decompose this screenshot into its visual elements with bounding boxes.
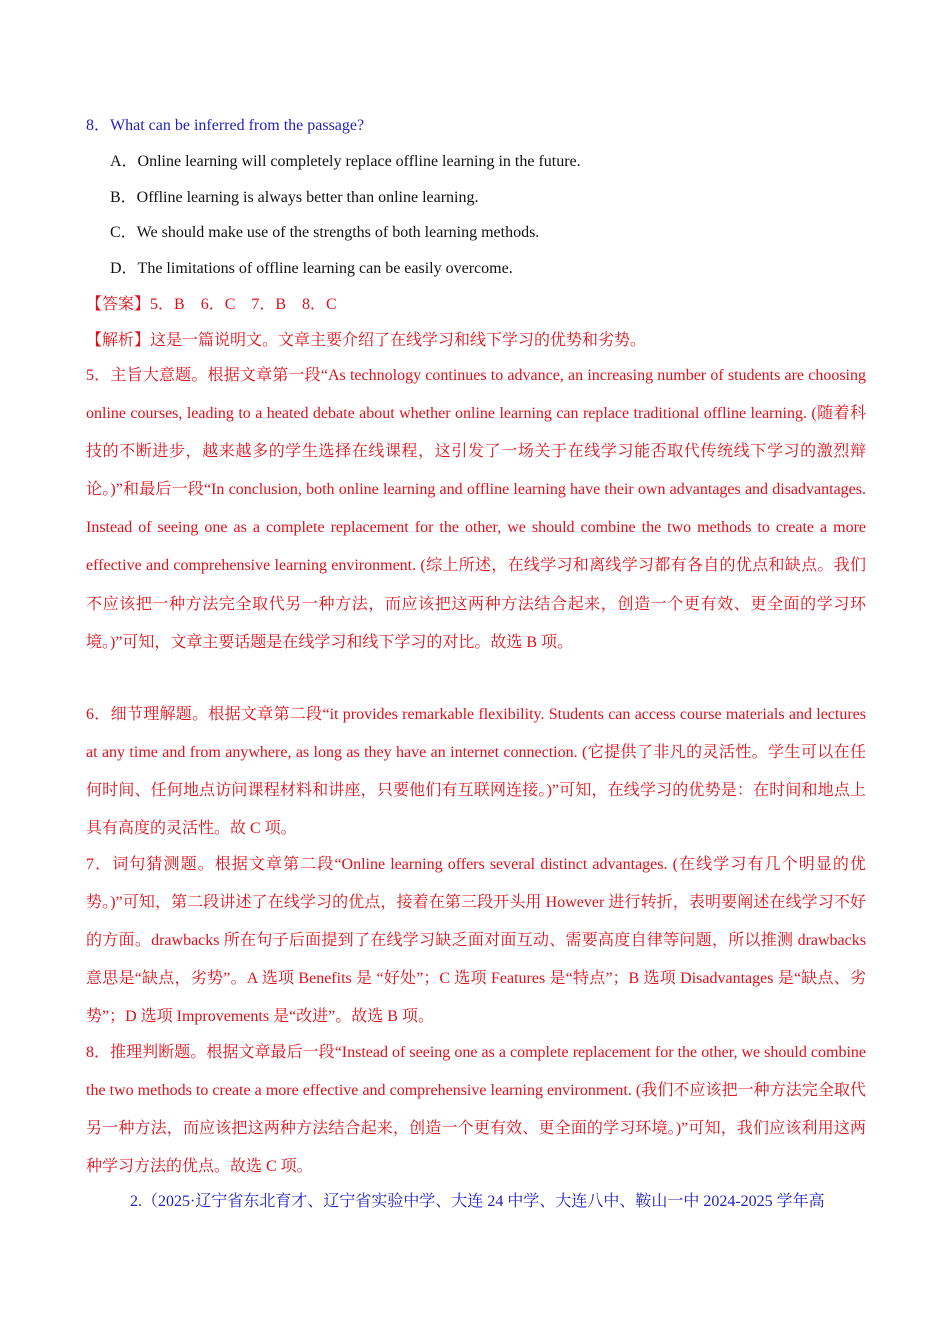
next-question-header: 2.（2025·辽宁省东北育才、辽宁省实验中学、大连 24 中学、大连八中、鞍山一中 2024-2025 学年高 [130, 1193, 825, 1210]
explanation-intro: 这是一篇说明文。文章主要介绍了在线学习和线下学习的优势和劣势。 [150, 332, 647, 349]
explanation-item-5: 5．主旨大意题。根据文章第一段“As technology continues to advance, an increasing number of students are choosing online courses, leading to a heated debate about whether online learning can replace traditional offline learning. (随着科技的不断进步，越来越多的学生选择在线课程，这引发了一场关于在线学习能否取代传统线下学习的激烈辩论。)”和最后一段“In conclusion, both online learning and offline learning have their own advantages and disadvantages. Instead of seeing one as a complete replacement for the other, we should combine the two methods to create a more effective and comprehensive learning environment. (综上所述，在线学习和离线学习都有各自的优点和缺点。我们不应该把一种方法完全取代另一种方法，而应该把这两种方法结合起来，创造一个更有效、更全面的学习环境。)”可知，文章主要话题是在线学习和线下学习的对比。故选 B 项。 [86, 367, 866, 651]
explanation-item-7: 7．词句猜测题。根据文章第二段“Online learning offers several distinct advantages. (在线学习有几个明显的优势。)”可知，第二段讲述了在线学习的优点，接着在第三段开头用 However 进行转折，表明要阐述在线学习不好的方面。drawbacks 所在句子后面提到了在线学习缺乏面对面互动、需要高度自律等问题，所以推测 drawbacks 意思是“缺点，劣势”。A 选项 Benefits 是 “好处”；C 选项 Features 是“特点”；B 选项 Disadvantages 是“缺点、劣势”；D 选项 Improvements 是“改进”。故选 B 项。 [86, 856, 866, 1026]
answer-tag: 【答案】 [86, 296, 151, 313]
answer-text: 5．B 6．C 7．B 8．C [150, 296, 337, 313]
explanation-item-8: 8．推理判断题。根据文章最后一段“Instead of seeing one as a complete replacement for the other, we should combine the two methods to create a more effective and comprehensive learning environment. (我们不应该把一种方法完全取代另一种方法，而应该把这两种方法结合起来，创造一个更有效、更全面的学习环境。)”可知，我们应该利用这两种学习方法的优点。故选 C 项。 [86, 1044, 866, 1176]
option-b: B．Offline learning is always better than online learning. [110, 189, 479, 206]
option-d: D．The limitations of offline learning can be easily overcome. [110, 260, 513, 277]
answer-line [86, 295, 337, 315]
question-stem: 8．What can be inferred from the passage? [86, 117, 365, 134]
explanation-item-6: 6．细节理解题。根据文章第二段“it provides remarkable flexibility. Students can access course materials and lectures at any time and from anywhere, as long as they have an internet connection. (它提供了非凡的灵活性。学生可以在任何时间、任何地点访问课程材料和讲座，只要他们有互联网连接。)”可知，在线学习的优势是：在时间和地点上具有高度的灵活性。故 C 项。 [86, 706, 866, 838]
explanation-intro-line [86, 331, 646, 351]
option-c: C．We should make use of the strengths of both learning methods. [110, 224, 540, 241]
explanation-tag: 【解析】 [86, 332, 151, 349]
option-a: A．Online learning will completely replace offline learning in the future. [110, 153, 581, 170]
